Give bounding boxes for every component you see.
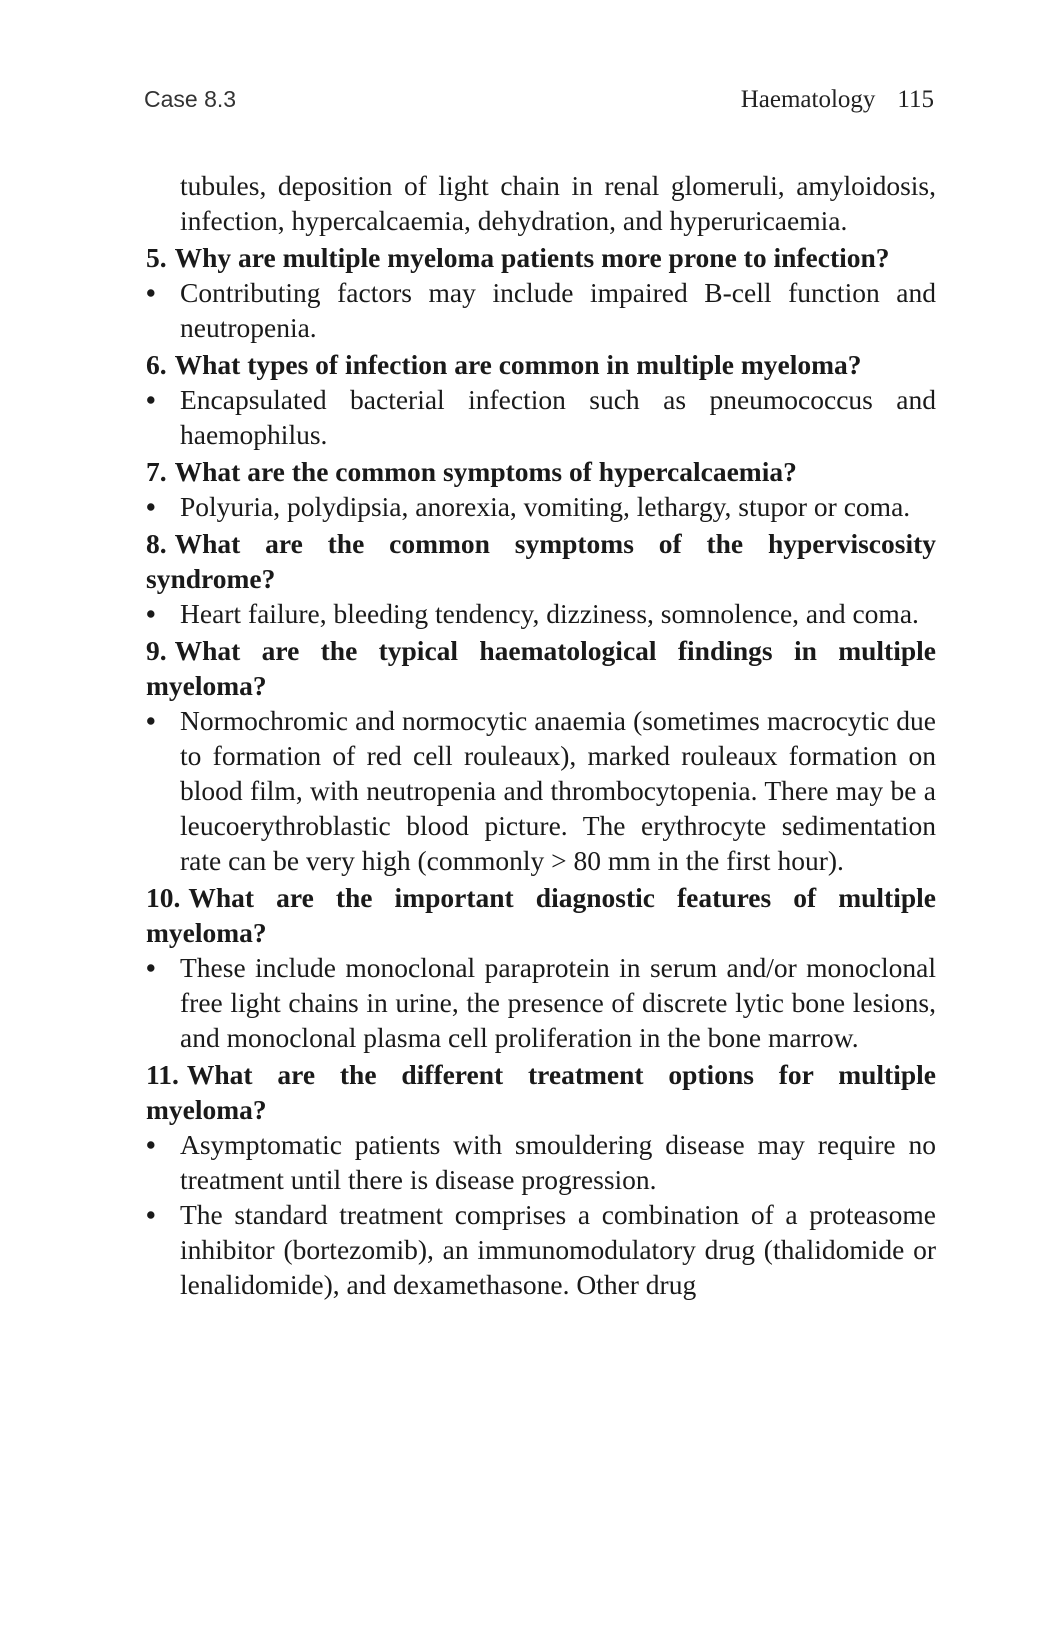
page-number: 115	[897, 86, 934, 113]
case-label: Case 8.3	[144, 86, 237, 112]
answer-bullet	[146, 703, 936, 878]
question-5	[146, 240, 936, 275]
answer-text: These include monoclonal paraprotein in serum and/or monoclonal free light chains in urine, the presence of discrete lytic bone lesions, and monoclonal plasma cell proliferation in the bone marrow.	[180, 952, 936, 1053]
page-body	[146, 168, 936, 1302]
answer-bullet	[146, 1197, 936, 1302]
running-head	[144, 86, 934, 126]
section-and-page	[741, 86, 934, 114]
answer-text: Normochromic and normocytic anaemia (sometimes macrocytic due to formation of red cell rouleaux), marked rouleaux formation on blood film, with neutropenia and thrombocytopenia. There may be a leucoerythroblastic blood picture. The erythrocyte sedimentation rate can be very high (commonly > 80 mm in the first hour).	[180, 705, 936, 876]
question-number: 5.	[146, 242, 167, 273]
answer-bullet	[146, 382, 936, 452]
question-text: What types of infection are common in multiple myeloma?	[174, 349, 862, 380]
bullet-icon: •	[146, 598, 156, 629]
answer-bullet	[146, 950, 936, 1055]
question-text: What are the common symptoms of hypercalcaemia?	[174, 456, 797, 487]
question-number: 11.	[146, 1059, 179, 1090]
bullet-icon: •	[146, 384, 156, 415]
bullet-icon: •	[146, 1199, 156, 1230]
question-number: 7.	[146, 456, 167, 487]
bullet-icon: •	[146, 952, 156, 983]
question-text: What are the typical haematological findings in multiple myeloma?	[146, 635, 936, 701]
answer-bullet	[146, 275, 936, 345]
question-text: What are the common symptoms of the hyperviscosity syndrome?	[146, 528, 936, 594]
bullet-icon: •	[146, 277, 156, 308]
question-number: 9.	[146, 635, 167, 666]
question-9	[146, 633, 936, 703]
section-title: Haematology	[740, 86, 876, 113]
answer-text: Contributing factors may include impaired B-cell function and neutropenia.	[180, 277, 936, 343]
answer-bullet	[146, 489, 936, 524]
question-11	[146, 1057, 936, 1127]
question-number: 6.	[146, 349, 167, 380]
question-7	[146, 454, 936, 489]
question-6	[146, 347, 936, 382]
continuation-paragraph: tubules, deposition of light chain in renal glomeruli, amyloidosis, infection, hypercalcaemia, dehydration, and hyperuricaemia.	[180, 170, 936, 236]
question-number: 10.	[146, 882, 181, 913]
question-text: Why are multiple myeloma patients more prone to infection?	[174, 242, 890, 273]
answer-text: Encapsulated bacterial infection such as pneumococcus and haemophilus.	[180, 384, 936, 450]
answer-text: The standard treatment comprises a combination of a proteasome inhibitor (bortezomib), an immunomodulatory drug (thalidomide or lenalidomide), and dexamethasone. Other drug	[180, 1199, 936, 1300]
answer-text: Heart failure, bleeding tendency, dizziness, somnolence, and coma.	[180, 598, 919, 629]
answer-bullet	[146, 1127, 936, 1197]
question-8	[146, 526, 936, 596]
question-10	[146, 880, 936, 950]
answer-text: Asymptomatic patients with smouldering disease may require no treatment until there is disease progression.	[180, 1129, 936, 1195]
answer-text: Polyuria, polydipsia, anorexia, vomiting, lethargy, stupor or coma.	[180, 491, 911, 522]
bullet-icon: •	[146, 491, 156, 522]
bullet-icon: •	[146, 705, 156, 736]
question-number: 8.	[146, 528, 167, 559]
question-text: What are the important diagnostic features of multiple myeloma?	[146, 882, 936, 948]
answer-bullet	[146, 596, 936, 631]
question-text: What are the different treatment options for multiple myeloma?	[146, 1059, 936, 1125]
bullet-icon: •	[146, 1129, 156, 1160]
